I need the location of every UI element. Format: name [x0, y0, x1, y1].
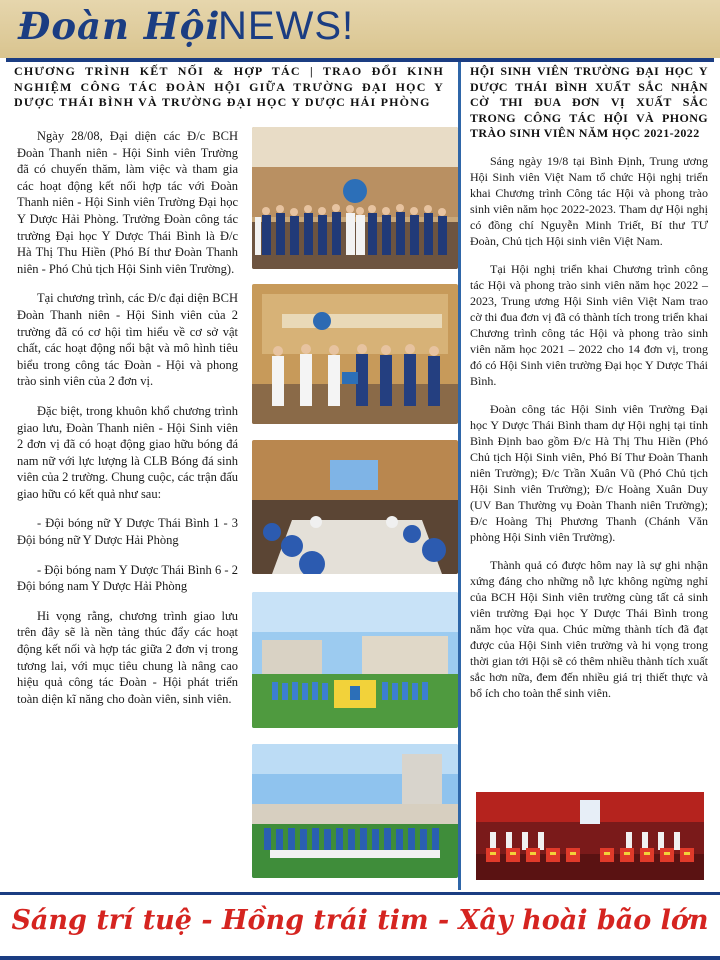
header-rule [6, 58, 714, 62]
photo-award-ceremony [476, 792, 704, 880]
column-divider [458, 62, 461, 890]
right-paragraph-1: Sáng ngày 19/8 tại Bình Định, Trung ương Hội Sinh viên Việt Nam tổ chức Hội nghị triển khai Chương trình Công tác Hội và phong trào sinh viên năm học 2022-2023. Tham dự Hội nghị có đồng chí Nguyễn Minh Triết, Bí thư TƯ Đoàn, Chủ tịch Hội sinh viên Việt Nam. [470, 154, 708, 248]
left-paragraph-3: Đặc biệt, trong khuôn khổ chương trình giao lưu, Đoàn Thanh niên - Hội Sinh viên 2 đơn vị đã có hoạt động giao hữu bóng đá nam nữ với lực lượng là CLB Bóng đá sinh viên của 2 trường. Chung cuộc, các trận đấu giao hữu có kết quả như sau: [17, 403, 238, 501]
footer-rule-bottom [0, 956, 720, 960]
left-paragraph-1: Ngày 28/08, Đại diện các Đ/c BCH Đoàn Thanh niên - Hội Sinh viên Trường đã có chuyến thăm, làm việc và tham gia các hoạt động kết nối hợp tác với Đoàn Thanh niên - Hội Sinh viên Trường Đại học Y Dược Hải Phòng. Trưởng Đoàn công tác trường Đại học Y Dược Thái Bình là Đ/c Hà Thị Thu Hiền (Phó Bí thư Đoàn Thanh niên - Phó Chủ tịch Hội Sinh viên Trường). [17, 129, 238, 276]
left-article-body [17, 128, 238, 720]
photo-meeting-room [252, 440, 458, 574]
photo-mens-football-team [252, 744, 458, 878]
footer-slogan: Sáng trí tuệ - Hồng trái tim - Xây hoài bão lớn [11, 905, 709, 936]
photo-football-team-flag [252, 592, 458, 728]
masthead-brand: Đoàn Hội [18, 4, 221, 48]
masthead-news: NEWS! [218, 4, 355, 48]
right-article-headline: HỘI SINH VIÊN TRƯỜNG ĐẠI HỌC Y DƯỢC THÁI BÌNH XUẤT SẮC NHẬN CỜ THI ĐUA ĐƠN VỊ XUẤT SẮC TRONG CÔNG TÁC HỘI VÀ PHONG TRÀO SINH VIÊN NĂM HỌC 2021-2022 [470, 64, 708, 140]
left-paragraph-5: - Đội bóng nam Y Dược Thái Bình 6 - 2 Đội bóng nam Y Dược Hải Phòng [17, 562, 238, 594]
right-article-body [470, 153, 708, 713]
photo-group-conference-hall [252, 127, 458, 269]
left-paragraph-2: Tại chương trình, các Đ/c đại diện BCH Đoàn Thanh niên - Hội Sinh viên của 2 trường đã có cơ hội tìm hiểu về cơ sở vật chất, các hoạt động nổi bật và mô hình tiêu biểu trong công tác Đoàn - Hội và phong trào sinh viên của 2 đơn vị. [17, 291, 238, 389]
footer-rule-top [0, 892, 720, 895]
photo-delegation-school-sign [252, 284, 458, 424]
left-paragraph-6: Hi vọng rằng, chương trình giao lưu trên đây sẽ là nền tảng thúc đẩy các hoạt động kết nối và hợp tác giữa 2 đơn vị trong tương lai, với mục tiêu chung là nâng cao hiệu quả công tác Đoàn - Hội phát triển toàn diện kĩ năng cho đoàn viên, sinh viên. [17, 608, 238, 706]
right-paragraph-3: Đoàn công tác Hội Sinh viên Trường Đại học Y Dược Thái Bình tham dự Hội nghị tại tỉnh Bình Định bao gồm Đ/c Hà Thị Thu Hiền (Phó Chủ tịch Hội Sinh viên, Phó Bí Thư Đoàn Thanh niên Trường); Đ/c Trần Xuân Vũ (Phó Chủ tịch Hội Sinh viên Trường); Đ/c Hoàng Xuân Duy (UV Ban Thường vụ Đoàn Thanh niên Trường); Đ/c Hoàng Thị Phương Thanh (Chánh Văn phòng Hội Sinh viên Trường). [470, 402, 708, 544]
left-paragraph-4: - Đội bóng nữ Y Dược Thái Bình 1 - 3 Đội bóng nữ Y Dược Hải Phòng [17, 516, 238, 548]
left-article-headline: CHƯƠNG TRÌNH KẾT NỐI & HỢP TÁC | TRAO ĐỔI KINH NGHIỆM CÔNG TÁC ĐOÀN HỘI GIỮA TRƯỜNG ĐẠI HỌC Y DƯỢC THÁI BÌNH VÀ TRƯỜNG ĐẠI HỌC Y DƯỢC HẢI PHÒNG [14, 64, 444, 109]
masthead [0, 0, 720, 58]
right-paragraph-4: Thành quả có được hôm nay là sự ghi nhận xứng đáng cho những nỗ lực không ngừng nghỉ của BCH Hội Sinh viên trường cùng tất cả sinh viên trường Đại học Y Dược Thái Bình trong năm học vừa qua. Chúc mừng thành tích đã đạt được của Hội Sinh viên trường và hi vọng trong thời gian tới Hội sẽ có thêm nhiều thành tích xuất sắc hơn nữa, đem đến nhiều giá trị thiết thực và bổ ích cho toàn thể sinh viên. [470, 558, 708, 700]
right-paragraph-2: Tại Hội nghị triển khai Chương trình công tác Hội và phong trào sinh viên năm học 2022 – 2023, Trung ương Hội Sinh viên Việt Nam trao cờ thi đua đơn vị đã có thành tích trong triển khai Chương trình công tác Hội và phong trào sinh viên năm học 2021 – 2022 cho 14 đơn vị, trong đó có Hội Sinh viên trường Đại học Y Dược Thái Bình. [470, 262, 708, 388]
